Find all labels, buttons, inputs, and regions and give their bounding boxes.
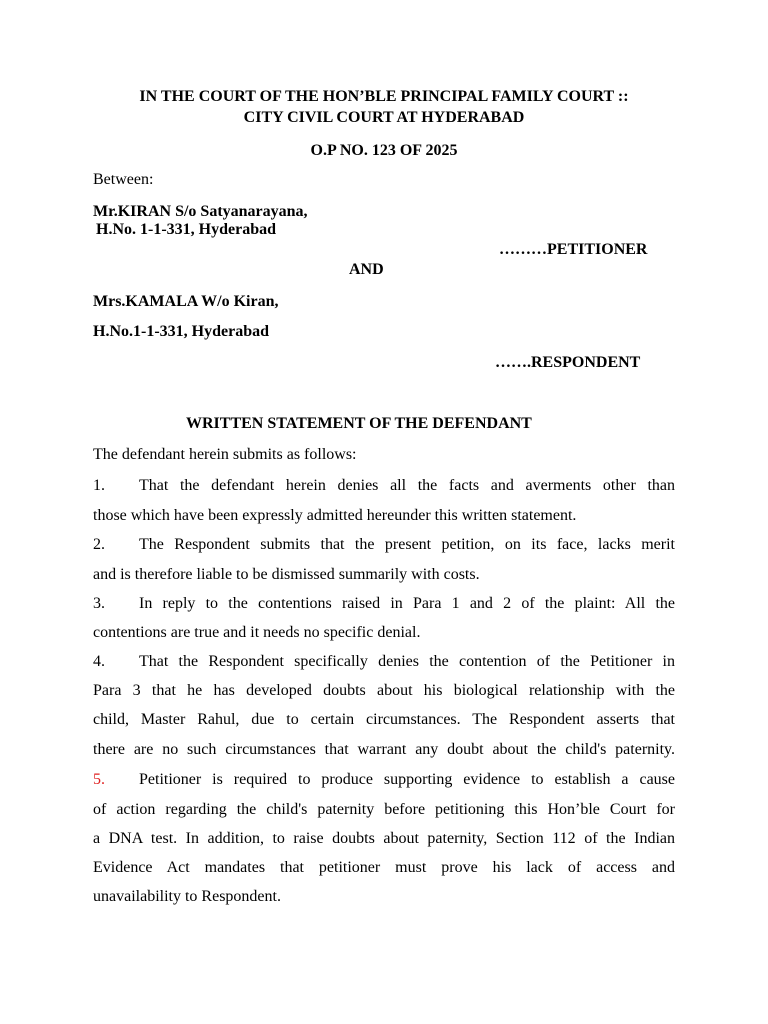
respondent-name: Mrs.KAMALA W/o Kiran,	[93, 293, 279, 310]
paragraph-text: The Respondent submits that the present petition, on its face, lacks merit	[139, 536, 675, 553]
petitioner-role: ………PETITIONER	[499, 241, 648, 258]
paragraph-3-line-2: contentions are true and it needs no specific denial.	[93, 624, 421, 641]
paragraph-5-line-1	[93, 772, 675, 788]
paragraph-text: Petitioner is required to produce supporting evidence to establish a cause	[139, 771, 675, 788]
between-label: Between:	[93, 171, 154, 188]
paragraph-1-line-1	[93, 478, 675, 494]
paragraph-2-line-1	[93, 537, 675, 553]
statement-title: WRITTEN STATEMENT OF THE DEFENDANT	[186, 415, 532, 432]
paragraph-4-line-3: child, Master Rahul, due to certain circumstances. The Respondent asserts that	[93, 711, 675, 728]
petitioner-name: Mr.KIRAN S/o Satyanarayana,	[93, 203, 308, 220]
paragraph-2-line-2: and is therefore liable to be dismissed summarily with costs.	[93, 566, 480, 583]
respondent-address: H.No.1-1-331, Hyderabad	[93, 323, 269, 340]
paragraph-5-line-2: of action regarding the child's paternity before petitioning this Hon’ble Court for	[93, 801, 675, 818]
paragraph-text: That the defendant herein denies all the facts and averments other than	[139, 477, 675, 494]
paragraph-number: 4.	[93, 653, 105, 670]
paragraph-number: 1.	[93, 477, 105, 494]
court-title-line-2: CITY CIVIL COURT AT HYDERABAD	[243, 109, 525, 126]
paragraph-3-line-1	[93, 596, 675, 612]
petitioner-address: H.No. 1-1-331, Hyderabad	[96, 221, 276, 238]
paragraph-number: 3.	[93, 595, 105, 612]
paragraph-5-line-4: Evidence Act mandates that petitioner must prove his lack of access and	[93, 859, 675, 876]
paragraph-4-line-4: there are no such circumstances that warrant any doubt about the child's paternity.	[93, 741, 675, 758]
paragraph-5-line-5: unavailability to Respondent.	[93, 888, 281, 905]
paragraph-4-line-2: Para 3 that he has developed doubts about his biological relationship with the	[93, 682, 675, 699]
paragraph-number: 5.	[93, 771, 105, 788]
and-label: AND	[349, 261, 384, 278]
paragraph-4-line-1	[93, 654, 675, 670]
paragraph-text: That the Respondent specifically denies the contention of the Petitioner in	[139, 653, 675, 670]
court-title-line-1: IN THE COURT OF THE HON’BLE PRINCIPAL FAMILY COURT ::	[139, 88, 629, 105]
respondent-role: …….RESPONDENT	[495, 354, 641, 371]
paragraph-text: In reply to the contentions raised in Para 1 and 2 of the plaint: All the	[139, 595, 675, 612]
case-number: O.P NO. 123 OF 2025	[310, 142, 458, 159]
paragraph-1-line-2: those which have been expressly admitted hereunder this written statement.	[93, 507, 577, 524]
paragraph-5-line-3: a DNA test. In addition, to raise doubts about paternity, Section 112 of the Indian	[93, 830, 675, 847]
paragraph-number: 2.	[93, 536, 105, 553]
statement-intro: The defendant herein submits as follows:	[93, 446, 357, 463]
